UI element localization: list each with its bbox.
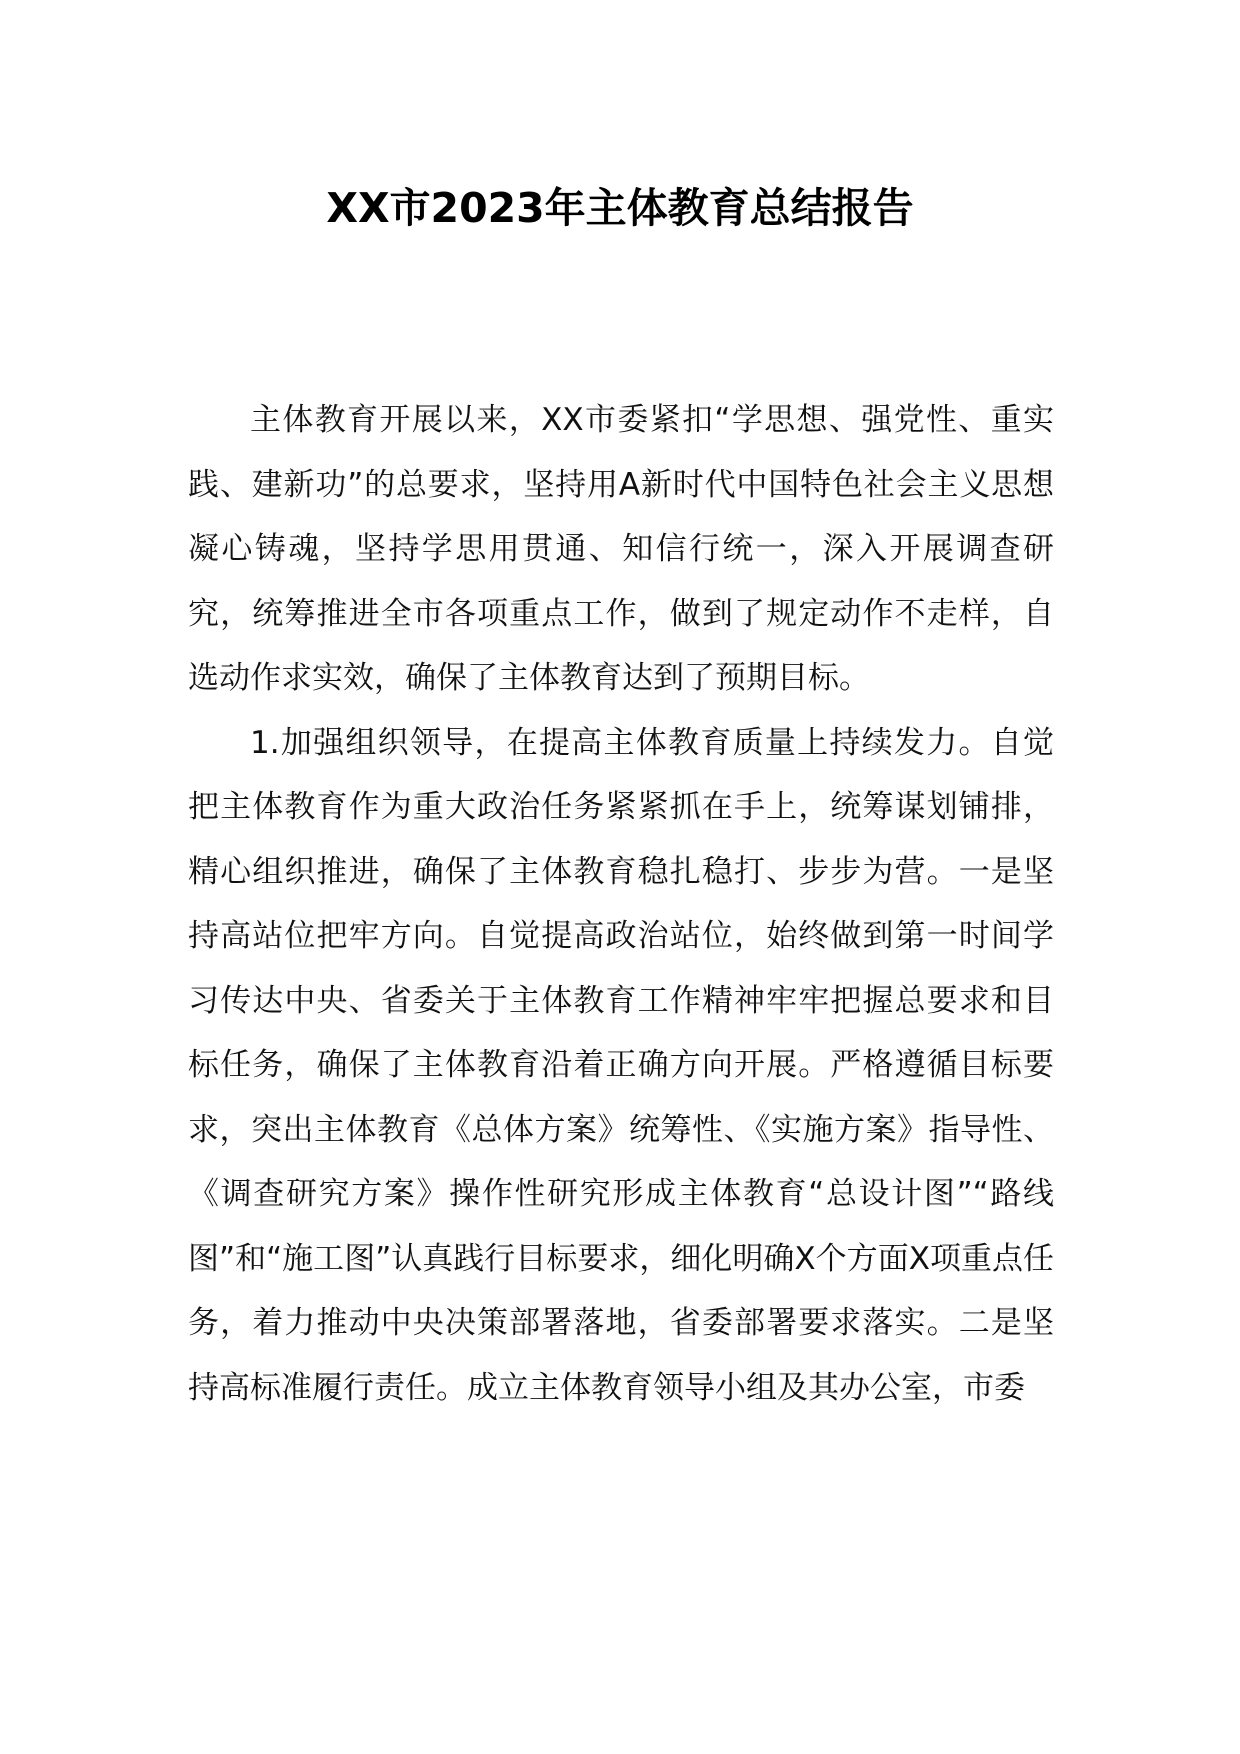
- paragraph-intro: 主体教育开展以来，XX市委紧扣“学思想、强党性、重实践、建新功”的总要求，坚持用A新时代中国特色社会主义思想凝心铸魂，坚持学思用贯通、知信行统一，深入开展调查研究，统筹推进全市各项重点工作，做到了规定动作不走样，自选动作求实效，确保了主体教育达到了预期目标。: [188, 402, 1054, 696]
- paragraph-section-1: 1.加强组织领导，在提高主体教育质量上持续发力。自觉把主体教育作为重大政治任务紧紧抓在手上，统筹谋划铺排，精心组织推进，确保了主体教育稳扎稳打、步步为营。一是坚持高站位把牢方向。自觉提高政治站位，始终做到第一时间学习传达中央、省委关于主体教育工作精神牢牢把握总要求和目标任务，确保了主体教育沿着正确方向开展。严格遵循目标要求，突出主体教育《总体方案》统筹性、《实施方案》指导性、《调查研究方案》操作性研究形成主体教育“总设计图”“路线图”和“施工图”认真践行目标要求，细化明确X个方面X项重点任务，着力推动中央决策部署落地，省委部署要求落实。二是坚持高标准履行责任。成立主体教育领导小组及其办公室，市委: [188, 724, 1054, 1406]
- document-body: [188, 388, 1054, 1420]
- document-title: XX市2023年主体教育总结报告: [326, 184, 914, 232]
